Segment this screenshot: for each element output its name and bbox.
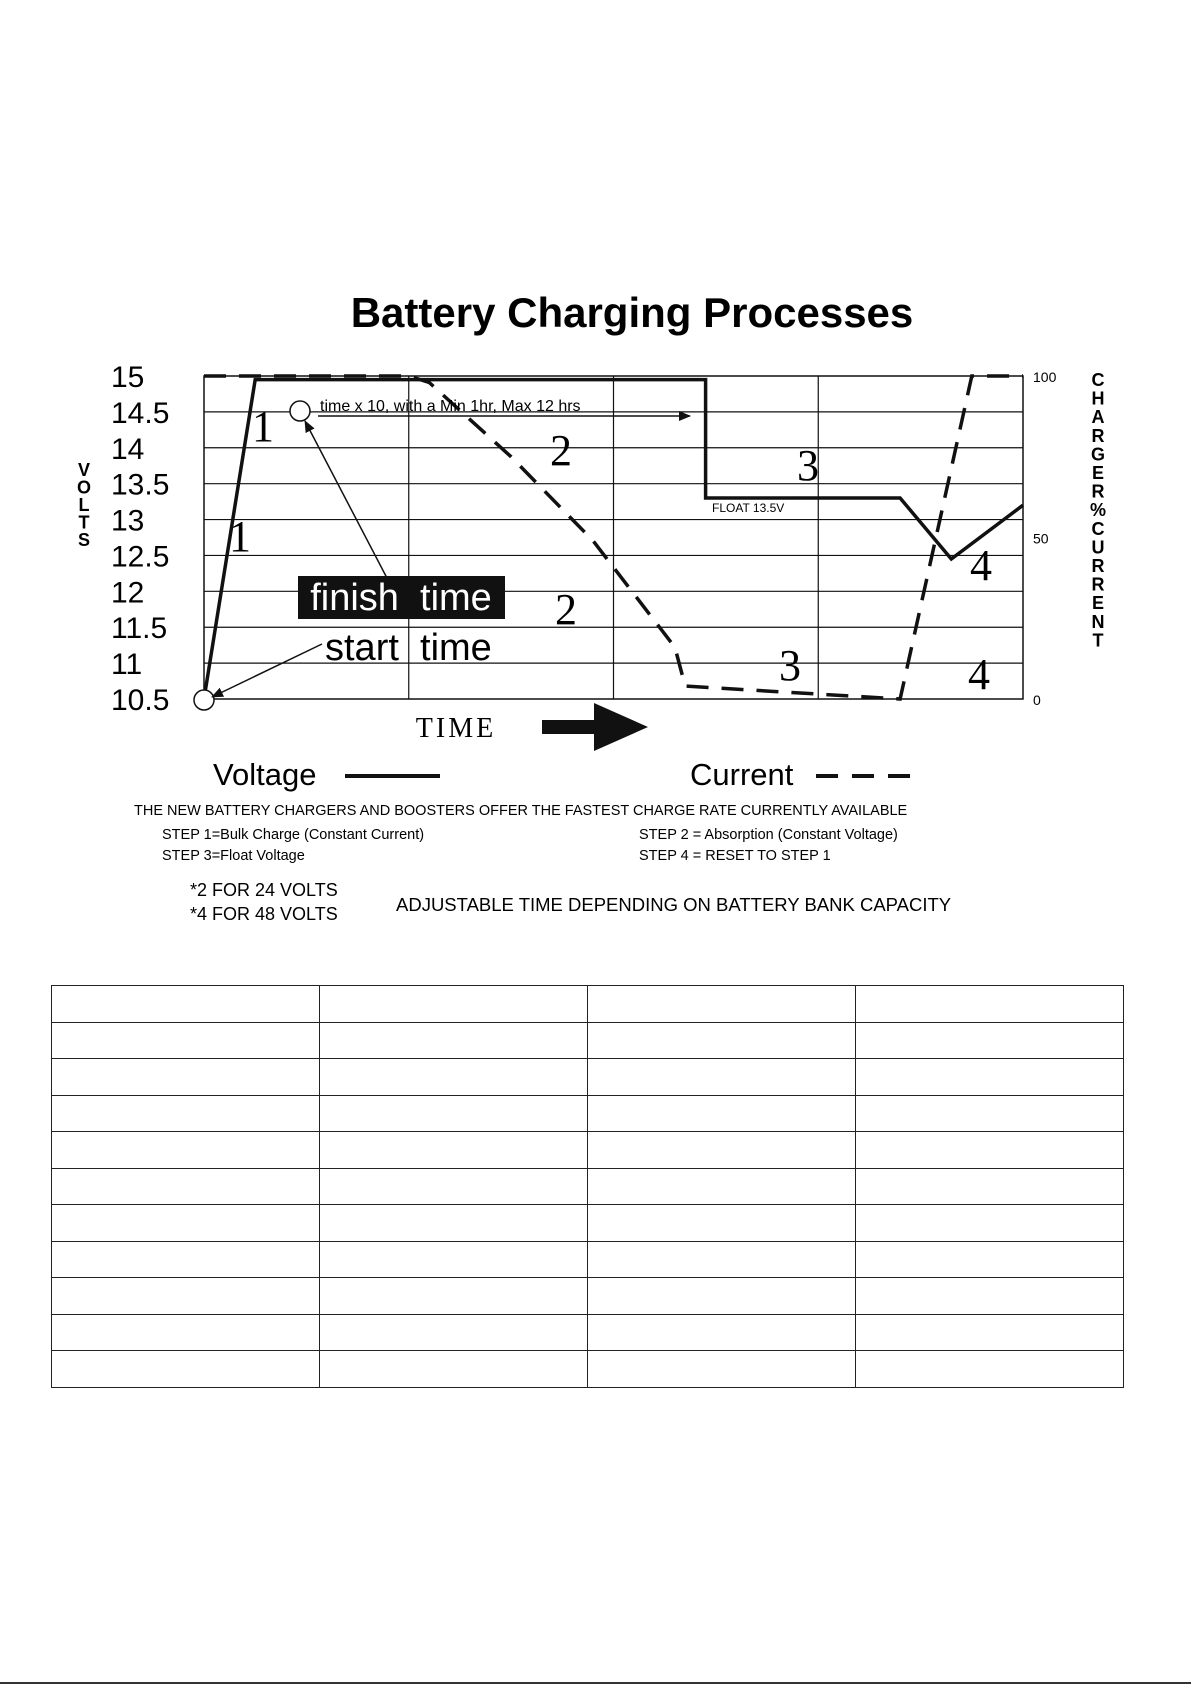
notes-step4: STEP 4 = RESET TO STEP 1: [639, 848, 831, 864]
y-tick-label: 12.5: [111, 540, 170, 574]
table-row: [52, 1314, 1124, 1351]
table-cell: [856, 1351, 1124, 1388]
table-cell: [52, 986, 320, 1023]
table-cell: [52, 1351, 320, 1388]
step-number-4-current: 4: [968, 650, 990, 699]
table-row: [52, 1278, 1124, 1315]
blank-table: [51, 985, 1124, 1388]
step-number-2-current: 2: [555, 585, 577, 634]
table-cell: [588, 1059, 856, 1096]
time-arrow-icon: [542, 703, 648, 751]
table-row: [52, 1095, 1124, 1132]
table-cell: [856, 986, 1124, 1023]
start-time-label: start time: [325, 627, 492, 669]
notes-step3: STEP 3=Float Voltage: [162, 848, 305, 864]
table-cell: [856, 1022, 1124, 1059]
legend-current-label: Current: [690, 757, 794, 792]
table-cell: [320, 1168, 588, 1205]
step-number-3-current: 3: [779, 641, 801, 690]
blank-table-body: [52, 986, 1124, 1388]
table-cell: [588, 986, 856, 1023]
notes-24-volts: *2 FOR 24 VOLTS: [190, 880, 338, 900]
table-cell: [588, 1205, 856, 1242]
table-cell: [320, 986, 588, 1023]
x-axis-title: TIME: [415, 713, 497, 744]
finish-time-arrow: [305, 421, 388, 580]
table-row: [52, 1168, 1124, 1205]
table-cell: [588, 1132, 856, 1169]
y-axis-label: [77, 460, 91, 550]
table-cell: [588, 1314, 856, 1351]
step-number-4-voltage: 4: [970, 541, 992, 590]
table-row: [52, 1351, 1124, 1388]
y2-tick-label: 0: [1033, 692, 1041, 708]
table-row: [52, 1132, 1124, 1169]
table-cell: [52, 1168, 320, 1205]
step-number-1-bottom: 1: [229, 512, 251, 561]
notes-step2: STEP 2 = Absorption (Constant Voltage): [639, 827, 898, 843]
float-voltage-label: FLOAT 13.5V: [712, 501, 785, 515]
y-axis-title: V O L T S: [76, 460, 92, 550]
table-cell: [320, 1059, 588, 1096]
table-cell: [52, 1314, 320, 1351]
notes-step1: STEP 1=Bulk Charge (Constant Current): [162, 827, 425, 843]
table-cell: [320, 1205, 588, 1242]
y-axis-ticks: [111, 361, 169, 717]
y2-axis-title: C H A R G E R % C U R R E N T: [1089, 370, 1107, 651]
y-tick-label: 15: [111, 361, 145, 394]
table-cell: [320, 1241, 588, 1278]
start-point-marker: [194, 690, 214, 710]
y-tick-label: 11.5: [111, 612, 168, 646]
y-tick-label: 12: [111, 576, 145, 610]
start-time-arrow: [212, 644, 322, 697]
table-cell: [588, 1278, 856, 1315]
y-tick-label: 14.5: [111, 396, 170, 430]
step-number-3-voltage: 3: [797, 441, 819, 490]
table-cell: [320, 1095, 588, 1132]
table-cell: [52, 1022, 320, 1059]
table-cell: [320, 1278, 588, 1315]
table-cell: [856, 1132, 1124, 1169]
y2-tick-label: 50: [1033, 530, 1049, 547]
legend-voltage-label: Voltage: [213, 757, 317, 792]
table-cell: [52, 1059, 320, 1096]
table-row: [52, 1022, 1124, 1059]
table-row: [52, 1205, 1124, 1242]
chart-title: Battery Charging Processes: [350, 289, 914, 336]
notes-headline: THE NEW BATTERY CHARGERS AND BOOSTERS OFFER THE FASTEST CHARGE RATE CURRENTLY AVAILABLE: [134, 803, 908, 819]
step-number-1-top: 1: [252, 402, 274, 451]
y-tick-label: 11: [111, 648, 143, 682]
finish-point-marker: [290, 401, 310, 421]
time-note-text: time x 10, with a Min 1hr, Max 12 hrs: [320, 398, 581, 415]
table-cell: [588, 1351, 856, 1388]
y-tick-label: 10.5: [111, 684, 170, 717]
y2-tick-label: 100: [1033, 369, 1057, 385]
y-tick-label: 13: [111, 504, 145, 538]
table-cell: [52, 1241, 320, 1278]
table-cell: [320, 1314, 588, 1351]
table-cell: [52, 1278, 320, 1315]
page-bottom-rule: [0, 1682, 1191, 1684]
step-number-2-voltage: 2: [550, 426, 572, 475]
table-cell: [856, 1314, 1124, 1351]
table-cell: [856, 1205, 1124, 1242]
table-cell: [588, 1241, 856, 1278]
table-cell: [320, 1022, 588, 1059]
table-cell: [856, 1095, 1124, 1132]
table-row: [52, 986, 1124, 1023]
table-cell: [52, 1205, 320, 1242]
table-cell: [588, 1022, 856, 1059]
y-tick-label: 14: [111, 432, 145, 466]
finish-time-label: finish time: [310, 577, 492, 619]
notes-adjustable-time: ADJUSTABLE TIME DEPENDING ON BATTERY BANK CAPACITY: [396, 894, 952, 915]
table-cell: [320, 1132, 588, 1169]
table-cell: [856, 1059, 1124, 1096]
table-cell: [588, 1168, 856, 1205]
table-cell: [856, 1168, 1124, 1205]
y2-axis-label: [1090, 370, 1106, 650]
table-cell: [856, 1241, 1124, 1278]
table-cell: [856, 1278, 1124, 1315]
table-cell: [588, 1095, 856, 1132]
y2-axis-ticks: [1033, 369, 1057, 708]
table-cell: [320, 1351, 588, 1388]
table-cell: [52, 1132, 320, 1169]
table-row: [52, 1059, 1124, 1096]
table-cell: [52, 1095, 320, 1132]
notes-48-volts: *4 FOR 48 VOLTS: [190, 904, 338, 924]
table-row: [52, 1241, 1124, 1278]
y-tick-label: 13.5: [111, 468, 170, 502]
